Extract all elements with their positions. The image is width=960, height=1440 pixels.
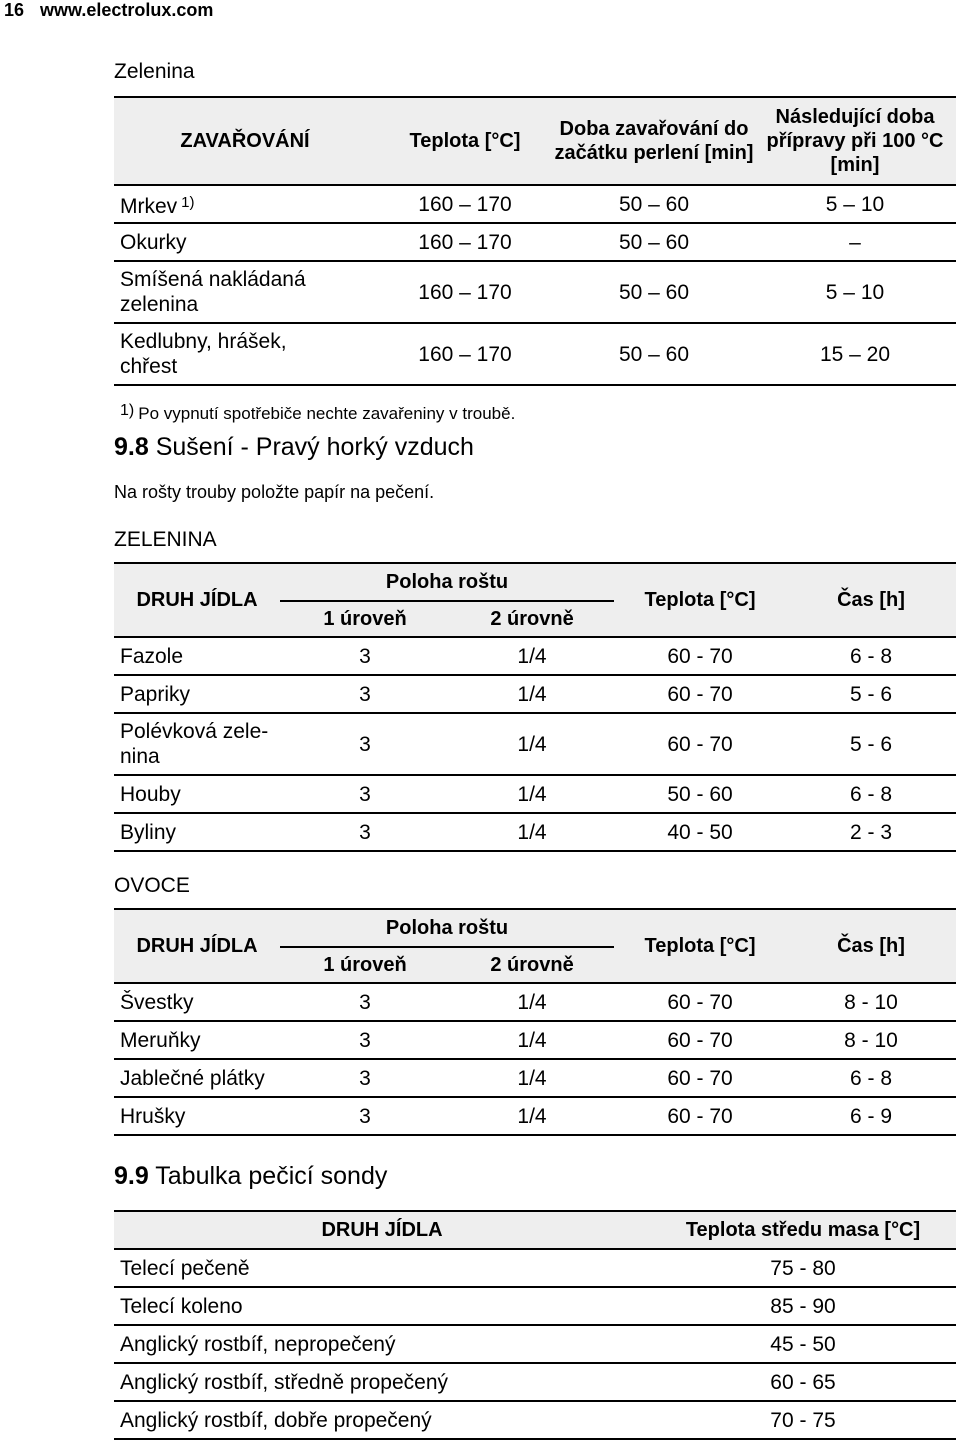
veg-cell-name: Byliny	[114, 813, 280, 851]
fruit-cell-temp: 60 - 70	[614, 1097, 786, 1135]
probe-cell-temp: 70 - 75	[650, 1401, 956, 1439]
table-row	[114, 713, 956, 775]
veg-cell-temp: 40 - 50	[614, 813, 786, 851]
canning-cell-time: 50 – 60	[554, 323, 754, 385]
fruit-header-temp: Teplota [°C]	[614, 909, 786, 983]
veg-cell-temp: 60 - 70	[614, 713, 786, 775]
probe-header-row	[114, 1211, 956, 1249]
canning-cell-name: Mrkev $^{1)}$	[114, 185, 376, 223]
fruit-cell-name: Meruňky	[114, 1021, 280, 1059]
veg-cell-name: Papriky	[114, 675, 280, 713]
fruit-cell-time: 8 - 10	[786, 983, 956, 1021]
veg-cell-level2: 1/4	[450, 813, 614, 851]
fruit-cell-name: Jablečné plátky	[114, 1059, 280, 1097]
table-row	[114, 323, 956, 385]
canning-header-time: Doba zavařování do začátku perlení [min]	[554, 97, 754, 185]
canning-cell-temp: 160 – 170	[376, 185, 554, 223]
probe-cell-temp: 85 - 90	[650, 1287, 956, 1325]
probe-cell-temp: 60 - 65	[650, 1363, 956, 1401]
veg-cell-time: 6 - 8	[786, 637, 956, 675]
vegetables-header-row	[114, 563, 956, 601]
probe-header-dish: DRUH JÍDLA	[114, 1211, 650, 1249]
veg-cell-time: 5 - 6	[786, 675, 956, 713]
veg-cell-level2: 1/4	[450, 675, 614, 713]
veg-cell-level1: 3	[280, 637, 450, 675]
table-row	[114, 1401, 956, 1439]
vegetables-header-level2: 2 úrovně	[450, 601, 614, 637]
veg-cell-level1: 3	[280, 713, 450, 775]
vegetables-header-time: Čas [h]	[786, 563, 956, 637]
fruit-cell-level1: 3	[280, 1021, 450, 1059]
probe-cell-name: Anglický rostbíf, dobře propečený	[114, 1401, 650, 1439]
canning-cell-after: 15 – 20	[754, 323, 956, 385]
table-row	[114, 813, 956, 851]
table-row	[114, 1363, 956, 1401]
fruit-cell-time: 6 - 8	[786, 1059, 956, 1097]
probe-heading: 9.9 Tabulka pečicí sondy	[114, 1162, 388, 1190]
canning-cell-temp: 160 – 170	[376, 261, 554, 323]
drying-heading: 9.8 Sušení - Pravý horký vzduch	[114, 433, 474, 461]
veg-cell-level1: 3	[280, 675, 450, 713]
probe-cell-name: Telecí koleno	[114, 1287, 650, 1325]
fruit-header-shelf: Poloha roštu	[280, 909, 614, 947]
fruit-header-row	[114, 909, 956, 947]
fruit-cell-time: 6 - 9	[786, 1097, 956, 1135]
veg-cell-temp: 60 - 70	[614, 675, 786, 713]
fruit-cell-temp: 60 - 70	[614, 983, 786, 1021]
veg-cell-time: 6 - 8	[786, 775, 956, 813]
probe-cell-name: Anglický rostbíf, středně propečený	[114, 1363, 650, 1401]
fruit-cell-time: 8 - 10	[786, 1021, 956, 1059]
footnote-mark: 1)	[120, 402, 135, 419]
probe-cell-name: Telecí pečeně	[114, 1249, 650, 1287]
fruit-cell-name: Švestky	[114, 983, 280, 1021]
table-row	[114, 983, 956, 1021]
veg-cell-time: 5 - 6	[786, 713, 956, 775]
probe-cell-temp: 45 - 50	[650, 1325, 956, 1363]
veg-cell-name: Fazole	[114, 637, 280, 675]
table-row	[114, 675, 956, 713]
canning-header-temp: Teplota [°C]	[376, 97, 554, 185]
vegetables-header-dish: DRUH JÍDLA	[114, 563, 280, 637]
fruit-header-time: Čas [h]	[786, 909, 956, 983]
veg-cell-level2: 1/4	[450, 775, 614, 813]
page-url: www.electrolux.com	[40, 0, 214, 20]
table-row	[114, 185, 956, 223]
fruit-cell-temp: 60 - 70	[614, 1059, 786, 1097]
table-row	[114, 1021, 956, 1059]
canning-header-row	[114, 97, 956, 185]
fruit-cell-name: Hrušky	[114, 1097, 280, 1135]
fruit-cell-level2: 1/4	[450, 1021, 614, 1059]
vegetables-table	[114, 562, 956, 852]
canning-cell-after: 5 – 10	[754, 185, 956, 223]
fruit-cell-level2: 1/4	[450, 1059, 614, 1097]
canning-cell-time: 50 – 60	[554, 261, 754, 323]
page-number: 16	[4, 0, 25, 20]
probe-table	[114, 1210, 956, 1440]
canning-footnote: $^{1)}$ Po vypnutí spotřebiče nechte zavařeniny v troubě.	[120, 402, 516, 423]
canning-cell-temp: 160 – 170	[376, 323, 554, 385]
drying-note: Na rošty trouby položte papír na pečení.	[114, 482, 435, 502]
fruit-cell-temp: 60 - 70	[614, 1021, 786, 1059]
canning-cell-name: Smíšená nakládaná zelenina	[114, 261, 376, 323]
veg-cell-level2: 1/4	[450, 637, 614, 675]
table-row	[114, 1249, 956, 1287]
table-row	[114, 1325, 956, 1363]
veg-cell-level2: 1/4	[450, 713, 614, 775]
vegetables-header-level1: 1 úroveň	[280, 601, 450, 637]
vegetables-label: ZELENINA	[114, 528, 217, 551]
veg-cell-name: Polévková zele- nina	[114, 713, 280, 775]
table-row	[114, 223, 956, 261]
canning-cell-name: Okurky	[114, 223, 376, 261]
table-row	[114, 1097, 956, 1135]
veg-cell-time: 2 - 3	[786, 813, 956, 851]
canning-cell-temp: 160 – 170	[376, 223, 554, 261]
fruit-cell-level2: 1/4	[450, 983, 614, 1021]
table-row	[114, 1287, 956, 1325]
canning-cell-after: 5 – 10	[754, 261, 956, 323]
probe-cell-temp: 75 - 80	[650, 1249, 956, 1287]
veg-cell-level1: 3	[280, 813, 450, 851]
canning-header-dish: ZAVAŘOVÁNÍ	[114, 97, 376, 185]
fruit-header-level2: 2 úrovně	[450, 947, 614, 983]
fruit-label: OVOCE	[114, 874, 190, 897]
canning-label: Zelenina	[114, 60, 195, 83]
vegetables-header-shelf: Poloha roštu	[280, 563, 614, 601]
canning-table	[114, 96, 956, 386]
fruit-cell-level1: 3	[280, 983, 450, 1021]
probe-header-temp: Teplota středu masa [°C]	[650, 1211, 956, 1249]
vegetables-header-temp: Teplota [°C]	[614, 563, 786, 637]
fruit-header-level1: 1 úroveň	[280, 947, 450, 983]
fruit-cell-level1: 3	[280, 1097, 450, 1135]
canning-header-after: Následující doba přípravy při 100 °C [min]	[754, 97, 956, 185]
canning-cell-time: 50 – 60	[554, 223, 754, 261]
veg-cell-level1: 3	[280, 775, 450, 813]
table-row	[114, 261, 956, 323]
fruit-header-dish: DRUH JÍDLA	[114, 909, 280, 983]
table-row	[114, 637, 956, 675]
canning-cell-after: –	[754, 223, 956, 261]
probe-cell-name: Anglický rostbíf, nepropečený	[114, 1325, 650, 1363]
canning-cell-name: Kedlubny, hrášek, chřest	[114, 323, 376, 385]
table-row	[114, 775, 956, 813]
footnote-mark: 1)	[181, 193, 195, 211]
veg-cell-temp: 50 - 60	[614, 775, 786, 813]
veg-cell-name: Houby	[114, 775, 280, 813]
table-row	[114, 1059, 956, 1097]
canning-cell-time: 50 – 60	[554, 185, 754, 223]
fruit-table	[114, 908, 956, 1136]
fruit-cell-level1: 3	[280, 1059, 450, 1097]
fruit-cell-level2: 1/4	[450, 1097, 614, 1135]
veg-cell-temp: 60 - 70	[614, 637, 786, 675]
